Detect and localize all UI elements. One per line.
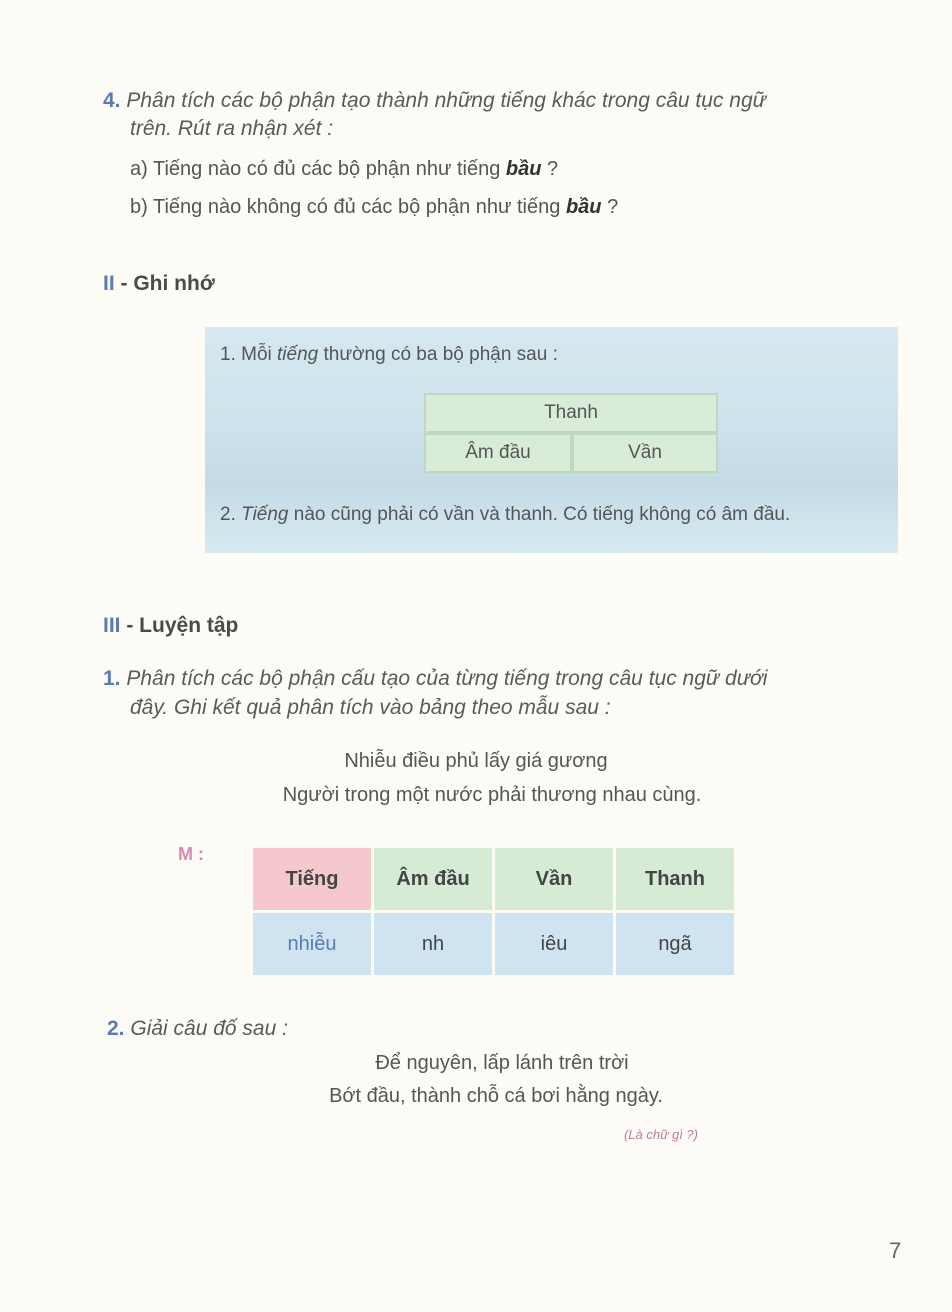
ex1-number: 1.	[103, 667, 121, 690]
table-header-cell: Vần	[495, 848, 613, 910]
riddle-line1: Để nguyên, lấp lánh trên trời	[375, 1052, 629, 1074]
page-number: 7	[889, 1238, 902, 1263]
ex1-text-line2: đây. Ghi kết quả phân tích vào bảng theo mẫu sau :	[130, 696, 611, 719]
memo1-prefix: 1. Mỗi	[220, 344, 272, 365]
q4-a-text: a) Tiếng nào có đủ các bộ phận như tiếng	[130, 158, 501, 180]
ex1-line1	[103, 664, 913, 694]
section2-title: - Ghi nhớ	[120, 272, 215, 295]
table-header-cell: Âm đầu	[374, 848, 492, 910]
table-cell: ngã	[616, 913, 734, 975]
section-luyen-tap-heading	[103, 614, 238, 638]
q4-line1	[103, 86, 903, 116]
m-label: M :	[178, 844, 204, 864]
memo1-suffix: thường có ba bộ phận sau :	[323, 344, 558, 365]
ex2-text: Giải câu đố sau :	[130, 1017, 288, 1040]
table-header-cell: Tiếng	[253, 848, 371, 910]
proverb-line1: Nhiễu điều phủ lấy giá gương	[344, 750, 608, 772]
q4-b-text: b) Tiếng nào không có đủ các bộ phận như tiếng	[130, 196, 561, 218]
table-cell: nhiễu	[253, 913, 371, 975]
section2-roman: II	[103, 272, 115, 295]
section3-title: - Luyện tập	[126, 614, 239, 637]
q4-text-line2: trên. Rút ra nhận xét :	[130, 117, 334, 140]
table-header-cell: Thanh	[616, 848, 734, 910]
sample-table	[250, 845, 737, 978]
diagram-thanh: Thanh	[424, 393, 718, 433]
section-ghi-nho-heading	[103, 272, 215, 296]
memo2-suffix: nào cũng phải có vần và thanh. Có tiếng không có âm đầu.	[293, 504, 791, 525]
diagram-am-dau: Âm đầu	[424, 433, 572, 473]
memo-line1	[220, 344, 558, 366]
riddle-line2: Bớt đầu, thành chỗ cá bơi hằng ngày.	[329, 1085, 663, 1107]
memo2-prefix: 2.	[220, 504, 236, 525]
table-header-row	[253, 848, 734, 910]
q4-text-line1: Phân tích các bộ phận tạo thành những tiếng khác trong câu tục ngữ	[126, 89, 766, 112]
riddle-hint: (Là chữ gì ?)	[624, 1127, 698, 1142]
ex2-number: 2.	[107, 1017, 125, 1040]
q4-a-suffix: ?	[547, 158, 559, 180]
q4-number: 4.	[103, 89, 121, 112]
q4-b-suffix: ?	[607, 196, 619, 218]
q4-a-word: bầu	[505, 158, 542, 180]
diagram-van: Vần	[572, 433, 718, 473]
q4-b-word: bầu	[565, 196, 602, 218]
q4-option-b	[130, 196, 618, 219]
table-row	[253, 913, 734, 975]
table-cell: nh	[374, 913, 492, 975]
table-cell: iêu	[495, 913, 613, 975]
section3-roman: III	[103, 614, 121, 637]
memo2-italic: Tiếng	[241, 504, 289, 525]
memo-line2	[220, 504, 790, 526]
proverb-line2: Người trong một nước phải thương nhau cùng.	[282, 784, 702, 806]
q4-option-a	[130, 158, 558, 181]
memo1-italic: tiếng	[277, 344, 319, 365]
ex1-text-line1: Phân tích các bộ phận cấu tạo của từng tiếng trong câu tục ngữ dưới	[126, 667, 768, 690]
ex2-line	[107, 1014, 288, 1044]
